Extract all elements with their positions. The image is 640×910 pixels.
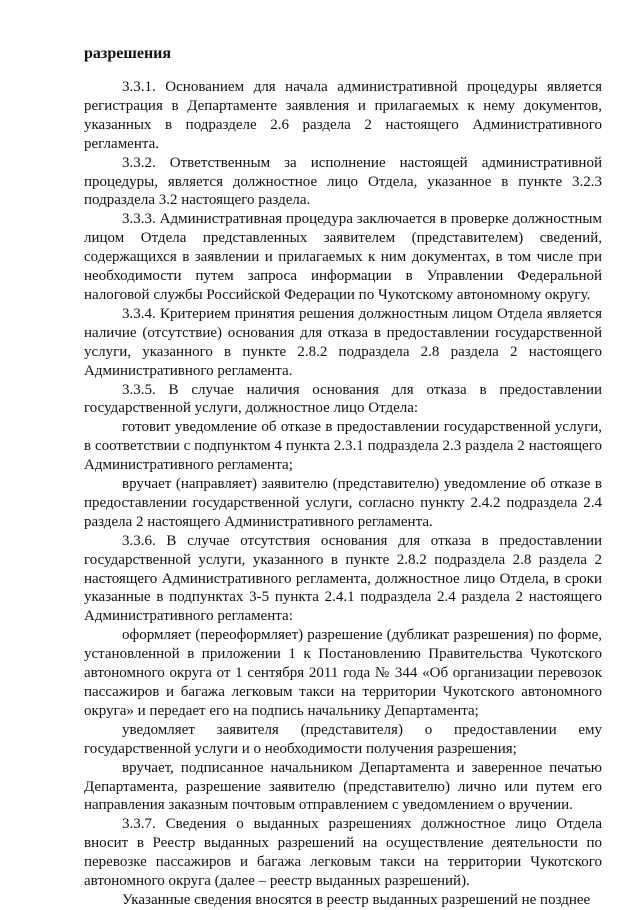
paragraph-3-3-6-item-1: оформляет (переоформляет) разрешение (дубликат разрешения) по форме, установленной в приложении 1 к Постановлению Правительства Чукотского автономного округа от 1 сентября 2011 года № 344 «Об организации перевозок пассажиров и багажа легковым такси на территории Чукотского автономного округа» и передает его на подпись начальнику Департамента; — [84, 627, 602, 719]
paragraph-3-3-5-item-2: вручает (направляет) заявителю (представителю) уведомление об отказе в предоставлении государственной услуги, согласно пункту 2.4.2 подраздела 2.4 раздела 2 настоящего Административного регламента. — [84, 476, 602, 530]
paragraph-3-3-2: 3.3.2. Ответственным за исполнение настоящей административной процедуры, является должностное лицо Отдела, указанное в пункте 3.2.3 подраздела 3.2 настоящего раздела. — [84, 154, 602, 209]
paragraph-3-3-3: 3.3.3. Административная процедура заключается в проверке должностным лицом Отдела представленных заявителем (представителем) сведений, содержащихся в заявлении и прилагаемых к ним документах, в том числе при необходимости путем запроса информации в Управлении Федеральной налоговой службы Российской Федерации по Чукотскому автономному округу. — [84, 211, 602, 303]
section-heading: разрешения — [84, 45, 172, 62]
paragraph-3-3-5-item-1: готовит уведомление об отказе в предоставлении государственной услуги, в соответствии с подпунктом 4 пункта 2.3.1 подраздела 2.3 раздела 2 настоящего Административного регламента; — [84, 419, 602, 474]
paragraph-continuation: Указанные сведения вносятся в реестр выданных разрешений не позднее — [122, 891, 591, 908]
paragraph-3-3-5: 3.3.5. В случае наличия основания для отказа в предоставлении государственной услуги, должностное лицо Отдела: — [84, 381, 602, 417]
paragraph-3-3-7: 3.3.7. Сведения о выданных разрешениях должностное лицо Отдела вносит в Реестр выданных разрешений на осуществление деятельности по перевозке пассажиров и багажа легковым такси на территории Чукотского автономного округа (далее – реестр выданных разрешений). — [84, 816, 602, 890]
paragraph-3-3-6: 3.3.6. В случае отсутствия основания для отказа в предоставлении государственной услуги, указанного в пункте 2.8.2 подраздела 2.8 раздела 2 настоящего Административного регламента, должностное лицо Отдела, в сроки указанные в подпунктах 3-5 пункта 2.4.1 подраздела 2.4 раздела 2 настоящего Административного регламента: — [84, 532, 602, 625]
document-body — [84, 78, 602, 910]
paragraph-3-3-1: 3.3.1. Основанием для начала административной процедуры является регистрация в Департаменте заявления и прилагаемых к нему документов, указанных в подразделе 2.6 раздела 2 настоящего Административного регламента. — [84, 79, 602, 152]
paragraph-3-3-6-item-2: уведомляет заявителя (представителя) о предоставлении ему государственной услуги и о необходимости получения разрешения; — [84, 721, 602, 757]
paragraph-3-3-4: 3.3.4. Критерием принятия решения должностным лицом Отдела является наличие (отсутствие) основания для отказа в предоставлении государственной услуги, указанного в пункте 2.8.2 подраздела 2.8 раздела 2 настоящего Административного регламента. — [84, 305, 602, 379]
paragraph-3-3-6-item-3: вручает, подписанное начальником Департамента и заверенное печатью Департамента, разрешение заявителю (представителю) лично или путем его направления заказным почтовым отправлением с уведомлением о вручении. — [84, 759, 602, 814]
